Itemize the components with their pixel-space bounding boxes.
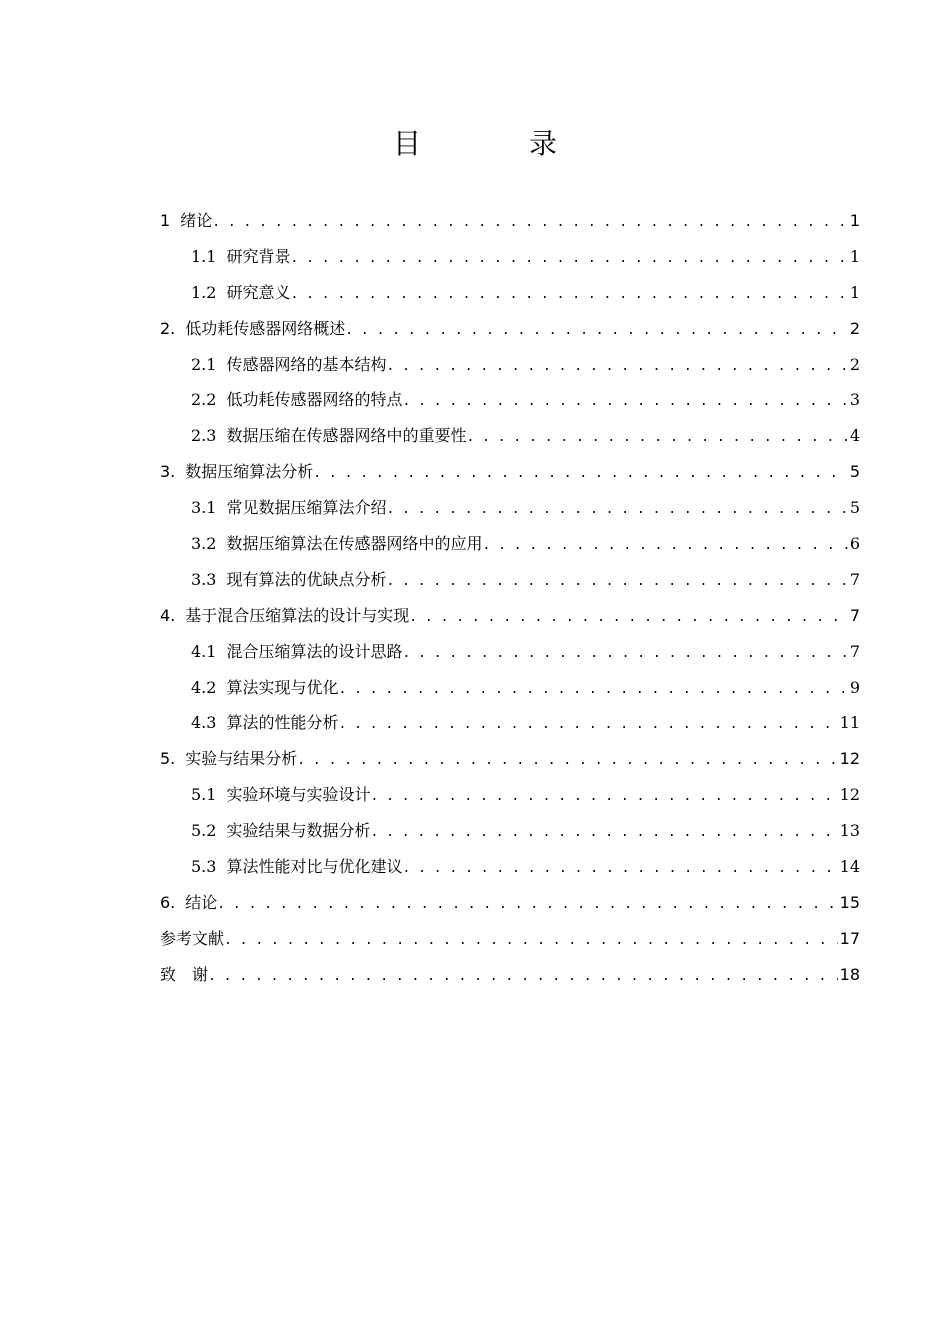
toc-entry-title: 基于混合压缩算法的设计与实现 xyxy=(185,605,410,625)
toc-entry[interactable] xyxy=(160,347,860,383)
toc-dot-leader xyxy=(402,384,847,420)
toc-entry-title: 现有算法的优缺点分析 xyxy=(226,569,387,589)
toc-entry-title: 数据压缩在传感器网络中的重要性 xyxy=(226,426,467,446)
toc-entry-number: 3.1 xyxy=(191,498,217,518)
toc-entry-number: 2.3 xyxy=(191,426,217,446)
toc-entry-title: 低功耗传感器网络概述 xyxy=(185,318,346,338)
toc-entry-number: 2.1 xyxy=(191,354,217,374)
toc-entry-number: 1.1 xyxy=(191,246,217,266)
toc-entry-title: 实验环境与实验设计 xyxy=(226,785,371,805)
toc-dot-leader xyxy=(224,923,838,959)
toc-entry[interactable] xyxy=(160,562,860,598)
toc-entry-title: 数据压缩算法在传感器网络中的应用 xyxy=(226,534,483,554)
toc-entry-number: 3. xyxy=(160,462,176,482)
toc-entry[interactable] xyxy=(160,598,860,634)
toc-entry-page-number: 9 xyxy=(849,677,860,697)
toc-entry[interactable] xyxy=(160,705,860,741)
toc-entry[interactable] xyxy=(160,921,860,957)
toc-dot-leader xyxy=(338,707,837,743)
toc-entry[interactable] xyxy=(160,849,860,885)
toc-dot-leader xyxy=(402,851,837,887)
toc-entry[interactable] xyxy=(160,454,860,490)
toc-entry-number: 1.2 xyxy=(191,282,217,302)
toc-entry[interactable] xyxy=(160,670,860,706)
toc-entry-title: 算法实现与优化 xyxy=(226,677,339,697)
toc-dot-leader xyxy=(208,959,838,995)
toc-entry[interactable] xyxy=(160,275,860,311)
toc-entry[interactable] xyxy=(160,813,860,849)
toc-dot-leader xyxy=(370,779,837,815)
toc-entry-page-number: 6 xyxy=(849,534,860,554)
toc-entry-number: 6. xyxy=(160,892,176,912)
toc-entry[interactable] xyxy=(160,311,860,347)
toc-entry-title: 参考文献 xyxy=(160,928,225,948)
toc-entry-number: 4.3 xyxy=(191,713,217,733)
toc-entry-number: 1 xyxy=(160,211,171,230)
toc-dot-leader xyxy=(297,743,837,779)
toc-dot-leader xyxy=(313,456,848,492)
toc-entry-page-number: 3 xyxy=(849,390,860,410)
toc-entry-page-number: 5 xyxy=(849,462,860,482)
toc-dot-leader xyxy=(409,600,848,636)
toc-entry-title: 算法的性能分析 xyxy=(226,713,339,733)
toc-entry-title: 结论 xyxy=(185,892,218,912)
toc-entry-number: 5. xyxy=(160,749,176,769)
toc-entry[interactable] xyxy=(160,203,860,239)
toc-entry-page-number: 11 xyxy=(839,713,860,733)
toc-entry-page-number: 12 xyxy=(839,749,860,769)
toc-entry-number: 4.2 xyxy=(191,677,217,697)
toc-entry[interactable] xyxy=(160,490,860,526)
toc-entry-title: 研究背景 xyxy=(226,246,291,266)
toc-entry-page-number: 2 xyxy=(849,318,860,338)
toc-dot-leader xyxy=(386,349,847,385)
toc-entry-title: 绪论 xyxy=(180,211,213,230)
toc-entry-title: 数据压缩算法分析 xyxy=(185,462,314,482)
toc-entry-page-number: 13 xyxy=(839,821,860,841)
page-title: 目 录 xyxy=(392,127,597,160)
table-of-contents xyxy=(160,203,860,993)
toc-dot-leader xyxy=(370,815,837,851)
toc-entry-page-number: 1 xyxy=(849,282,860,302)
toc-entry[interactable] xyxy=(160,777,860,813)
toc-entry-page-number: 5 xyxy=(849,498,860,518)
toc-dot-leader xyxy=(402,636,847,672)
toc-entry-title: 实验与结果分析 xyxy=(185,749,298,769)
toc-entry-title: 研究意义 xyxy=(226,282,291,302)
toc-entry[interactable] xyxy=(160,634,860,670)
toc-entry-page-number: 14 xyxy=(839,857,860,877)
toc-entry-page-number: 17 xyxy=(839,928,860,948)
toc-entry[interactable] xyxy=(160,741,860,777)
toc-entry-page-number: 2 xyxy=(849,354,860,374)
toc-entry-title: 混合压缩算法的设计思路 xyxy=(226,641,403,661)
toc-entry-number: 5.3 xyxy=(191,857,217,877)
toc-entry-number: 4. xyxy=(160,605,176,625)
toc-entry-page-number: 7 xyxy=(849,641,860,661)
toc-entry-number: 5.2 xyxy=(191,821,217,841)
toc-dot-leader xyxy=(290,241,847,277)
toc-entry-page-number: 1 xyxy=(849,211,860,230)
toc-dot-leader xyxy=(482,528,847,564)
toc-dot-leader xyxy=(212,205,848,241)
toc-entry-page-number: 12 xyxy=(839,785,860,805)
toc-entry-number: 3.3 xyxy=(191,569,217,589)
toc-dot-leader xyxy=(386,564,847,600)
toc-entry-page-number: 15 xyxy=(839,892,860,912)
toc-dot-leader xyxy=(338,672,847,708)
toc-dot-leader xyxy=(217,887,837,923)
toc-entry-number: 4.1 xyxy=(191,641,217,661)
toc-entry[interactable] xyxy=(160,526,860,562)
toc-entry-title: 传感器网络的基本结构 xyxy=(226,354,387,374)
toc-entry-page-number: 7 xyxy=(849,569,860,589)
toc-entry[interactable] xyxy=(160,418,860,454)
toc-entry-number: 2.2 xyxy=(191,390,217,410)
toc-dot-leader xyxy=(466,420,847,456)
toc-dot-leader xyxy=(386,492,847,528)
toc-entry-page-number: 4 xyxy=(849,426,860,446)
toc-entry-page-number: 7 xyxy=(849,605,860,625)
toc-entry-page-number: 18 xyxy=(839,964,860,984)
toc-entry-title: 常见数据压缩算法介绍 xyxy=(226,498,387,518)
toc-entry-number: 2. xyxy=(160,318,176,338)
toc-entry[interactable] xyxy=(160,239,860,275)
toc-entry[interactable] xyxy=(160,382,860,418)
toc-entry-title: 致 谢 xyxy=(160,964,209,984)
toc-entry[interactable] xyxy=(160,885,860,921)
toc-dot-leader xyxy=(290,277,847,313)
toc-entry-title: 低功耗传感器网络的特点 xyxy=(226,390,403,410)
toc-entry-number: 3.2 xyxy=(191,534,217,554)
toc-entry-page-number: 1 xyxy=(849,246,860,266)
toc-entry-title: 实验结果与数据分析 xyxy=(226,821,371,841)
toc-entry[interactable] xyxy=(160,957,860,993)
toc-entry-number: 5.1 xyxy=(191,785,217,805)
toc-dot-leader xyxy=(345,313,848,349)
toc-entry-title: 算法性能对比与优化建议 xyxy=(226,857,403,877)
